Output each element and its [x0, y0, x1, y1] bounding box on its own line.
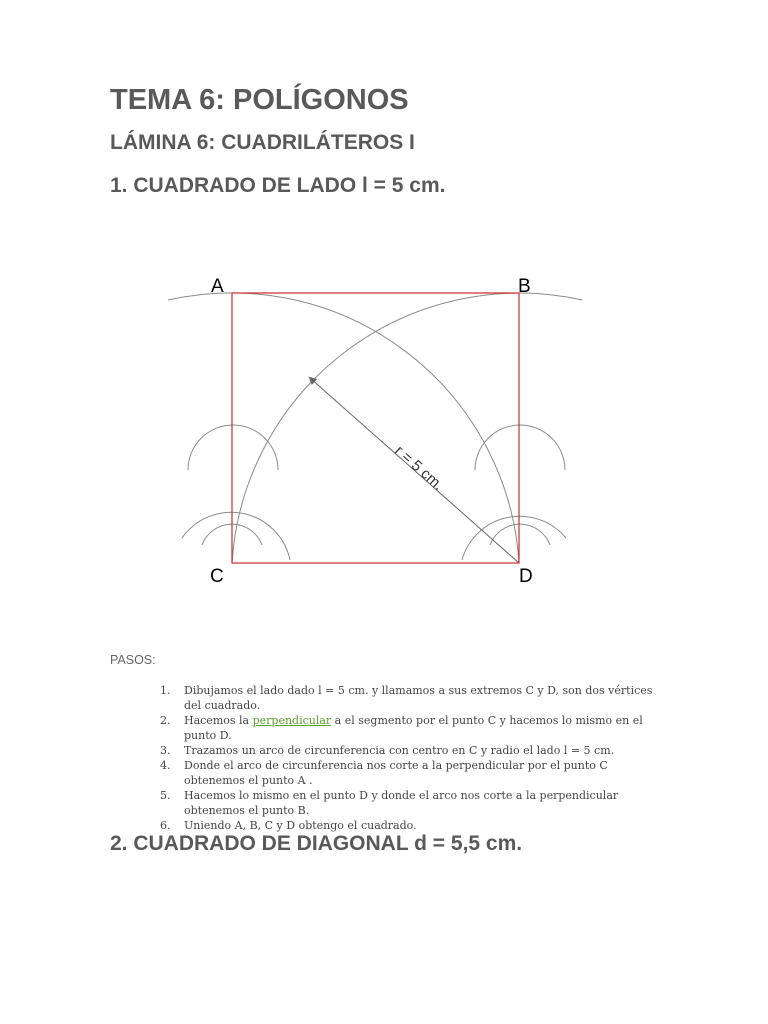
- vertex-label-a: A: [211, 276, 224, 297]
- steps-list: [158, 683, 658, 833]
- construction-arc-d-1: [475, 425, 565, 470]
- step-text: Donde el arco de circunferencia nos corte a la perpendicular por el punto C obtenemos el punto A .: [184, 759, 608, 787]
- arc-centered-d: [232, 293, 582, 563]
- step-number: 1.: [160, 684, 171, 697]
- step-text-after: a el segmento por el punto C y hacemos lo mismo en el punto D.: [184, 714, 643, 742]
- construction-arc-d-2: [490, 524, 550, 545]
- list-item: [158, 788, 658, 818]
- list-item: [158, 683, 658, 713]
- vertex-label-c: C: [210, 566, 224, 587]
- section-2-heading: 2. CUADRADO DE DIAGONAL d = 5,5 cm.: [110, 832, 523, 855]
- steps-label: PASOS:: [110, 653, 156, 667]
- perpendicular-link[interactable]: perpendicular: [252, 714, 332, 727]
- step-number: 4.: [160, 759, 171, 772]
- sheet-subtitle: LÁMINA 6: CUADRILÁTEROS I: [110, 131, 415, 154]
- list-item: [158, 818, 658, 833]
- step-text: Dibujamos el lado dado l = 5 cm. y llamamos a sus extremos C y D, son dos vértices del cuadrado.: [184, 684, 653, 712]
- section-1-heading: 1. CUADRADO DE LADO l = 5 cm.: [110, 174, 446, 197]
- step-text: Hacemos lo mismo en el punto D y donde el arco nos corte a la perpendicular obtenemos el punto B.: [184, 789, 619, 817]
- step-text: Uniendo A, B, C y D obtengo el cuadrado.: [184, 819, 417, 832]
- page-title: TEMA 6: POLÍGONOS: [110, 84, 409, 116]
- step-number: 3.: [160, 744, 171, 757]
- step-number: 2.: [160, 714, 171, 727]
- radius-label: r = 5 cm.: [391, 442, 447, 494]
- vertex-label-d: D: [519, 566, 533, 587]
- arc-centered-c: [168, 293, 519, 563]
- step-text-before: Hacemos la: [184, 714, 253, 727]
- list-item: [158, 743, 658, 758]
- step-text: Trazamos un arco de circunferencia con centro en C y radio el lado l = 5 cm.: [184, 744, 615, 757]
- step-number: 5.: [160, 789, 171, 802]
- list-item: [158, 713, 658, 743]
- vertex-label-b: B: [518, 276, 531, 297]
- list-item: [158, 758, 658, 788]
- construction-arc-c-3: [182, 512, 290, 560]
- step-number: 6.: [160, 819, 171, 832]
